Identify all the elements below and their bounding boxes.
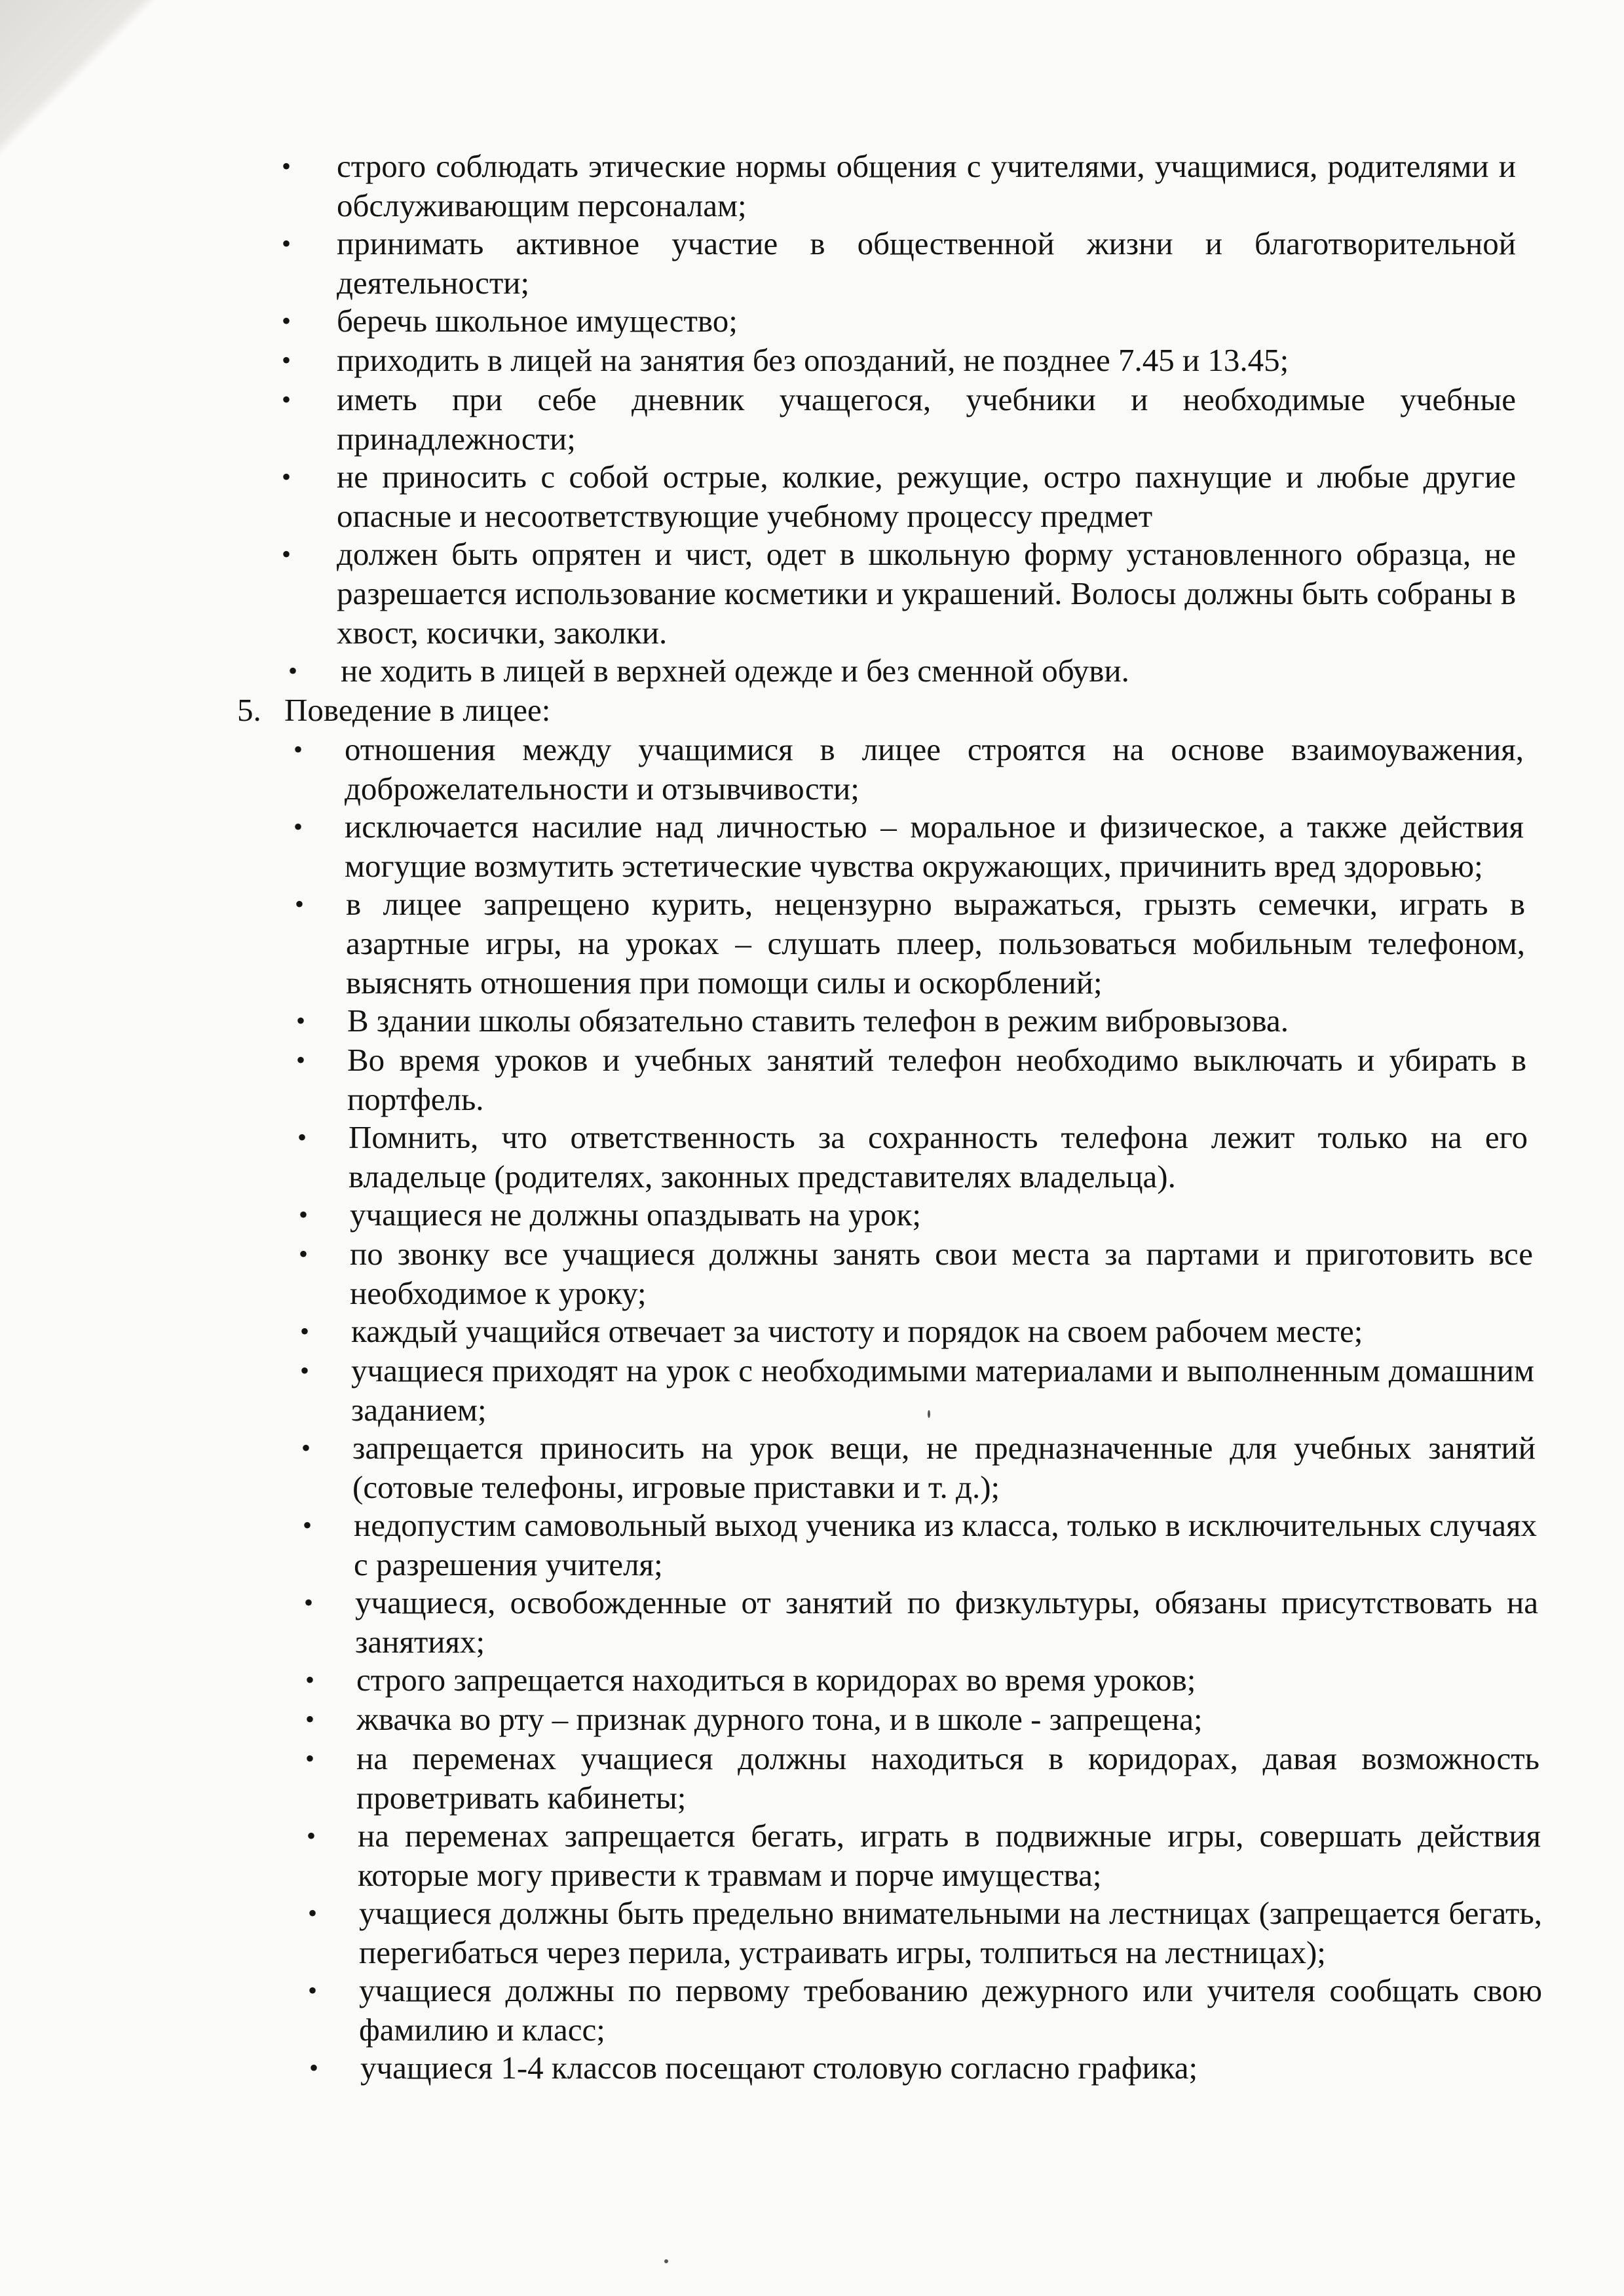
bullet-icon: • bbox=[297, 1122, 307, 1152]
list-item-text: отношения между учащимися в лицее строятся на основе взаимоуважения, доброжелательности и отзывчивости; bbox=[345, 731, 1524, 807]
bullet-icon: • bbox=[293, 735, 303, 764]
bullet-icon: • bbox=[282, 539, 292, 569]
bullet-icon: • bbox=[308, 1976, 318, 2005]
list-item-text: строго запрещается находиться в коридорах во время уроков; bbox=[356, 1662, 1196, 1698]
list-item-text: недопустим самовольный выход ученика из класса, только в исключительных случаях с разрешения учителя; bbox=[354, 1507, 1537, 1582]
bullet-icon: • bbox=[308, 1898, 318, 1928]
list-item-text: в лицее запрещено курить, нецензурно выражаться, грызть семечки, играть в азартные игры, на уроках – слушать плеер, пользоваться мобильным телефоном, выяснять отношения при помощи силы и оскорблений; bbox=[346, 886, 1525, 1001]
list-item-text: учащиеся не должны опаздывать на урок; bbox=[350, 1196, 921, 1233]
scan-speck bbox=[928, 1410, 930, 1418]
list-item-text: учащиеся должны по первому требованию дежурного или учителя сообщать свою фамилию и класс; bbox=[359, 1972, 1542, 2048]
bullet-icon: • bbox=[299, 1200, 309, 1229]
bullet-icon: • bbox=[296, 1045, 306, 1075]
list-item-text: на переменах запрещается бегать, играть в подвижные игры, совершать действия которые могу привести к травмам и порче имущества; bbox=[358, 1818, 1541, 1893]
bullet-icon: • bbox=[303, 1510, 312, 1540]
list-item-text: не приносить с собой острые, колкие, режущие, остро пахнущие и любые другие опасные и несоответствующие учебному процессу предмет bbox=[337, 459, 1516, 534]
list-item-text: Во время уроков и учебных занятий телефон необходимо выключать и убирать в портфель. bbox=[347, 1042, 1526, 1117]
list-item-text: каждый учащийся отвечает за чистоту и порядок на своем рабочем месте; bbox=[351, 1313, 1363, 1349]
bullet-icon: • bbox=[299, 1239, 309, 1269]
list-item-text: не ходить в лицей в верхней одежде и без сменной обуви. bbox=[341, 653, 1129, 689]
list-item-text: беречь школьное имущество; bbox=[337, 303, 738, 339]
list-item-text: Помнить, что ответственность за сохранность телефона лежит только на его владельце (родителях, законных представителях владельца). bbox=[349, 1119, 1528, 1195]
bullet-icon: • bbox=[307, 1821, 316, 1850]
list-item-text: учащиеся должны быть предельно внимательными на лестницах (запрещается бегать, перегибаться через перила, устраивать игры, толпиться на лестницах); bbox=[359, 1895, 1542, 1970]
scan-speck bbox=[664, 2259, 668, 2263]
list-item-text: на переменах учащиеся должны находиться в коридорах, давая возможность проветривать кабинеты; bbox=[356, 1740, 1539, 1816]
bullet-icon: • bbox=[288, 656, 298, 685]
section-number: 5. bbox=[237, 692, 261, 728]
bullet-icon: • bbox=[305, 1665, 315, 1694]
list-item-text: учащиеся, освобожденные от занятий по физкультуры, обязаны присутствовать на занятиях; bbox=[355, 1584, 1538, 1660]
list-item-text: исключается насилие над личностью – моральное и физическое, а также действия могущие возмутить эстетические чувства окружающих, причинить вред здоровью; bbox=[345, 809, 1524, 884]
bullet-icon: • bbox=[300, 1316, 310, 1346]
list-item-text: жвачка во рту – признак дурного тона, и в школе - запрещена; bbox=[356, 1701, 1203, 1737]
bullet-icon: • bbox=[282, 345, 292, 375]
bullet-icon: • bbox=[282, 385, 292, 414]
bullet-icon: • bbox=[300, 1356, 310, 1385]
bullet-icon: • bbox=[304, 1588, 314, 1617]
list-item-text: приходить в лицей на занятия без опозданий, не позднее 7.45 и 13.45; bbox=[337, 342, 1289, 378]
list-item-text: по звонку все учащиеся должны занять свои места за партами и приготовить все необходимое к уроку; bbox=[350, 1236, 1533, 1311]
list-item-text: В здании школы обязательно ставить телефон в режим вибровызова. bbox=[347, 1003, 1289, 1039]
bullet-icon: • bbox=[305, 1744, 315, 1773]
bullet-icon: • bbox=[282, 229, 292, 258]
list-item-text: учащиеся приходят на урок с необходимыми материалами и выполненным домашним заданием; bbox=[351, 1352, 1534, 1428]
bullet-icon: • bbox=[282, 462, 292, 491]
section-title: Поведение в лицее: bbox=[284, 692, 551, 728]
bullet-icon: • bbox=[305, 1704, 315, 1734]
list-item-text: иметь при себе дневник учащегося, учебники и необходимые учебные принадлежности; bbox=[337, 381, 1516, 457]
bullet-icon: • bbox=[301, 1433, 311, 1463]
bullet-icon: • bbox=[296, 1006, 306, 1035]
list-item-text: должен быть опрятен и чист, одет в школьную форму установленного образца, не разрешается использование косметики и украшений. Волосы должны быть собраны в хвост, косички, заколки. bbox=[337, 536, 1516, 651]
bullet-icon: • bbox=[309, 2053, 319, 2082]
bullet-icon: • bbox=[282, 151, 292, 181]
list-item-text: принимать активное участие в общественной жизни и благотворительной деятельности; bbox=[337, 225, 1516, 301]
list-item-text: строго соблюдать этические нормы общения с учителями, учащимися, родителями и обслуживающим персоналам; bbox=[337, 148, 1516, 223]
list-item-text: запрещается приносить на урок вещи, не предназначенные для учебных занятий (сотовые телефоны, игровые приставки и т. д.); bbox=[352, 1430, 1536, 1505]
bullet-icon: • bbox=[293, 812, 303, 841]
list-item-text: учащиеся 1-4 классов посещают столовую согласно графика; bbox=[360, 2050, 1198, 2086]
bullet-icon: • bbox=[295, 889, 305, 919]
bullet-icon: • bbox=[282, 306, 292, 335]
